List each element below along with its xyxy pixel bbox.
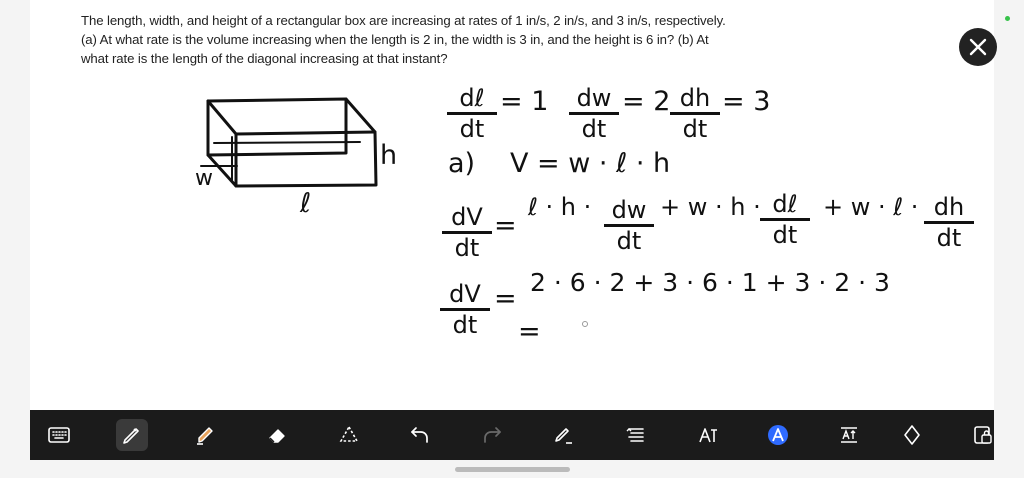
substitution-expression: 2 · 6 · 2 + 3 · 6 · 1 + 3 · 2 · 3 <box>530 268 890 297</box>
shape-pen-icon <box>552 423 576 447</box>
rate-height-den: dt <box>682 115 708 143</box>
rate-width-fraction <box>569 86 619 141</box>
image-insert-icon <box>971 423 995 447</box>
term2-num: dℓ <box>760 192 810 221</box>
shapes-icon <box>900 423 924 447</box>
term3-num: dh <box>924 195 974 224</box>
keyboard-icon <box>47 423 71 447</box>
line-spacing-icon <box>624 423 648 447</box>
keyboard-button[interactable] <box>43 419 75 451</box>
term2-fraction <box>760 192 810 247</box>
term1-den: dt <box>616 227 642 255</box>
text-resize-button[interactable] <box>833 419 865 451</box>
eraser-button[interactable] <box>262 419 294 451</box>
term3-den: dt <box>936 224 962 252</box>
dvdt2-fraction <box>440 282 490 337</box>
highlighter-button[interactable] <box>190 419 222 451</box>
term1-num: dw <box>604 198 654 227</box>
term1-fraction <box>604 198 654 253</box>
text-style-button[interactable] <box>762 419 794 451</box>
text-tool-button[interactable] <box>692 419 724 451</box>
text-tool-icon <box>696 423 720 447</box>
rate-length-value: = 1 <box>500 86 549 117</box>
line-spacing-button[interactable] <box>620 419 652 451</box>
dvdt2-equals: = <box>494 283 517 314</box>
redo-icon <box>480 423 504 447</box>
shape-pen-button[interactable] <box>548 419 580 451</box>
lasso-button[interactable] <box>333 419 365 451</box>
cursor-dot-icon <box>581 320 589 328</box>
problem-line-2: (a) At what rate is the volume increasing when the length is 2 in, the width is 3 in, and the height is 6 in? (b) At <box>81 32 709 47</box>
term3-fraction <box>924 195 974 250</box>
problem-line-3: what rate is the length of the diagonal increasing at that instant? <box>81 51 448 66</box>
dvdt2-den: dt <box>452 311 478 339</box>
volume-formula: V = w · ℓ · h <box>510 148 671 179</box>
sketch-label-w: w <box>195 166 213 191</box>
dvdt-equals: = <box>494 210 517 241</box>
rate-length-num: dℓ <box>447 86 497 115</box>
term3-prefix: + w · ℓ · <box>823 193 919 221</box>
pen-button[interactable] <box>116 419 148 451</box>
rate-length-fraction <box>447 86 497 141</box>
shapes-button[interactable] <box>896 419 928 451</box>
term1-prefix: ℓ · h · <box>528 193 592 221</box>
rate-width-value: = 2 <box>622 86 671 117</box>
dvdt-den: dt <box>454 234 480 262</box>
rate-height-fraction <box>670 86 720 141</box>
rate-width-den: dt <box>581 115 607 143</box>
lasso-icon <box>337 423 361 447</box>
drawing-toolbar <box>30 410 994 460</box>
undo-icon <box>408 423 432 447</box>
problem-line-1: The length, width, and height of a rectangular box are increasing at rates of 1 in/s, 2 in/s, and 3 in/s, respectively. <box>81 13 726 28</box>
result-equals: = <box>518 316 541 347</box>
sketch-label-h: h <box>380 140 398 171</box>
image-insert-button[interactable] <box>967 419 999 451</box>
rate-length-den: dt <box>459 115 485 143</box>
text-style-icon <box>766 423 790 447</box>
rate-height-value: = 3 <box>722 86 771 117</box>
dvdt2-num: dV <box>440 282 490 311</box>
home-indicator <box>455 467 570 472</box>
dvdt-fraction <box>442 205 492 260</box>
text-resize-icon <box>837 423 861 447</box>
pen-icon <box>120 423 144 447</box>
highlighter-icon <box>194 423 218 447</box>
rate-height-num: dh <box>670 86 720 115</box>
term2-prefix: + w · h · <box>660 193 761 221</box>
redo-button[interactable] <box>476 419 508 451</box>
dvdt-num: dV <box>442 205 492 234</box>
undo-button[interactable] <box>404 419 436 451</box>
eraser-icon <box>266 423 290 447</box>
sketch-label-l: ℓ <box>300 188 312 219</box>
rate-width-num: dw <box>569 86 619 115</box>
term2-den: dt <box>772 221 798 249</box>
part-a-label: a) <box>448 148 476 179</box>
